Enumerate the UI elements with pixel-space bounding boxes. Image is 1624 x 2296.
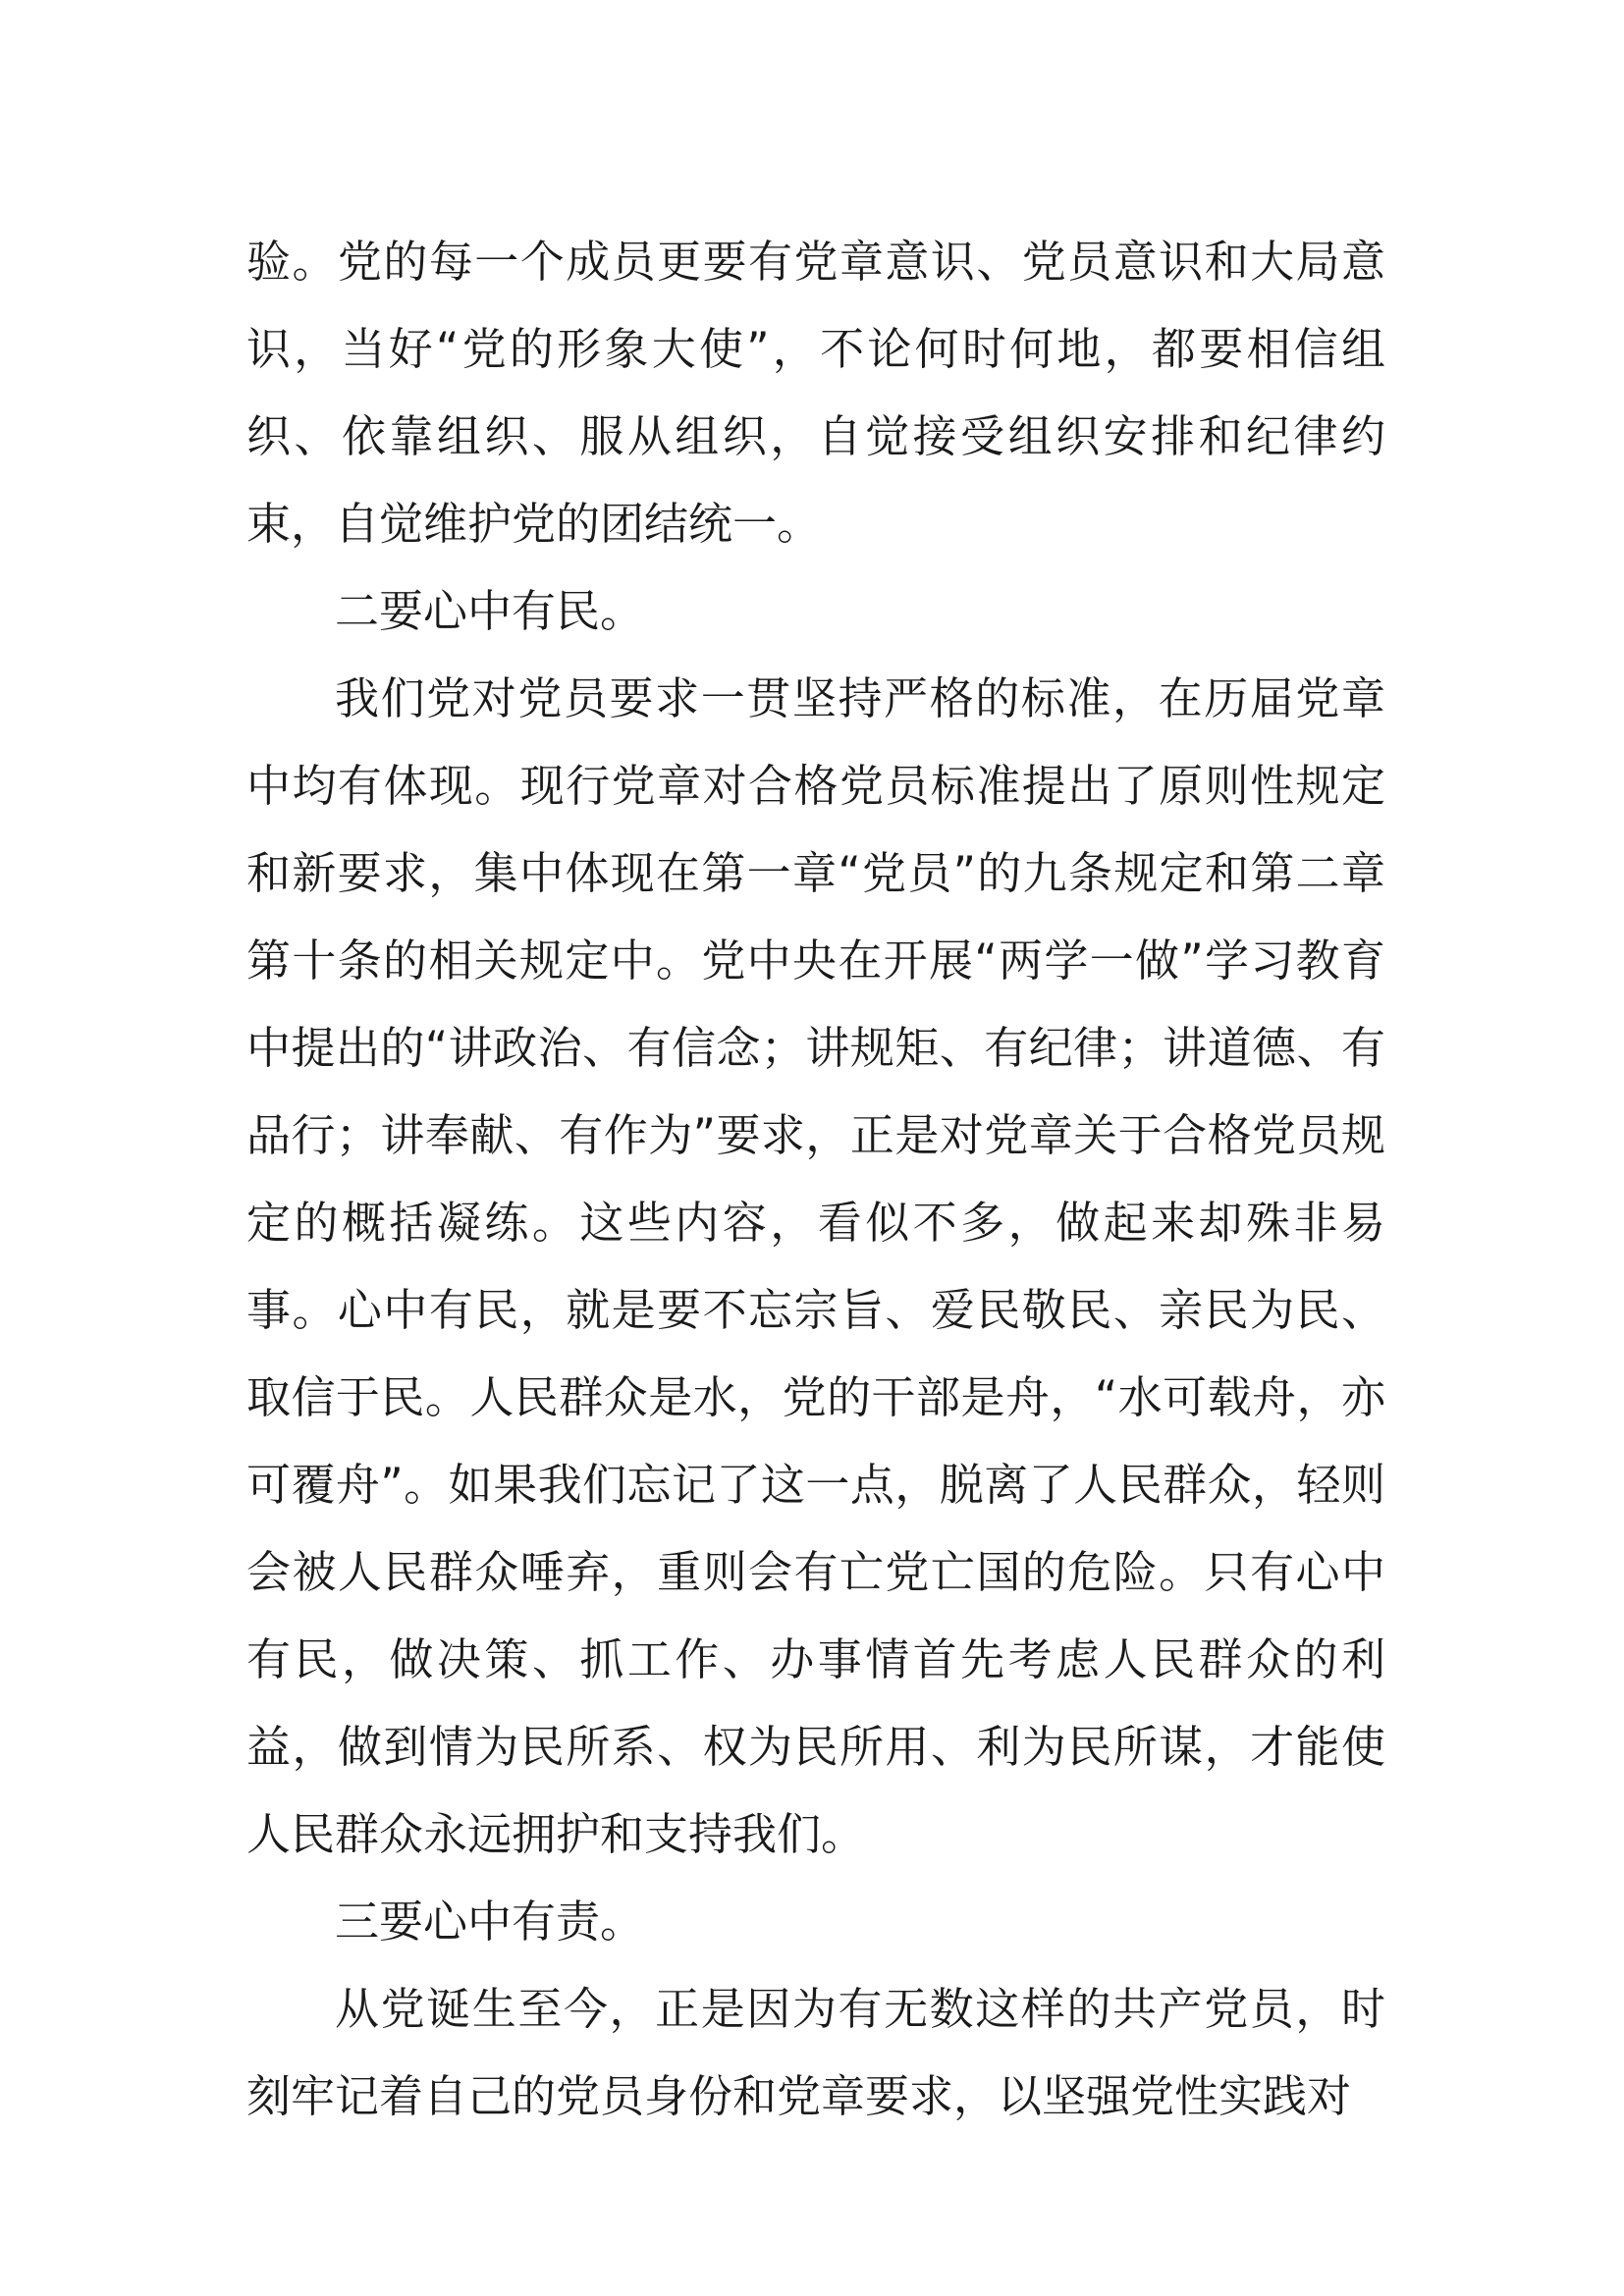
paragraph-ze-body: 从党诞生至今，正是因为有无数这样的共产党员，时刻牢记着自己的党员身份和党章要求，以坚强党性实践对: [246, 1983, 1385, 2122]
paragraph-min-body: 我们党对党员要求一贯坚持严格的标准，在历届党章中均有体现。现行党章对合格党员标准提出了原则性规定和新要求，集中体现在第一章“党员”的九条规定和第二章第十条的相关规定中。党中央在开展“两学一做”学习教育中提出的“讲政治、有信念；讲规矩、有纪律；讲道德、有品行；讲奉献、有作为”要求，正是对党章关于合格党员规定的概括凝练。这些内容，看似不多，做起来却殊非易事。心中有民，就是要不忘宗旨、爱民敬民、亲民为民、取信于民。人民群众是水，党的干部是舟，“水可载舟，亦可覆舟”。如果我们忘记了这一点，脱离了人民群众，轻则会被人民群众唾弃，重则会有亡党亡国的危险。只有心中有民，做决策、抓工作、办事情首先考虑人民群众的利益，做到情为民所系、权为民所用、利为民所谋，才能使人民群众永远拥护和支持我们。: [246, 672, 1385, 1860]
section-heading-ze: 三要心中有责。: [335, 1896, 645, 1948]
paragraph-continuation: 验。党的每一个成员更要有党章意识、党员意识和大局意识，当好“党的形象大使”，不论何时何地，都要相信组织、依靠组织、服从组织，自觉接受组织安排和纪律约束，自觉维护党的团结统一。: [246, 236, 1385, 550]
body-text: [246, 218, 1385, 2140]
section-heading-min: 二要心中有民。: [335, 585, 645, 637]
